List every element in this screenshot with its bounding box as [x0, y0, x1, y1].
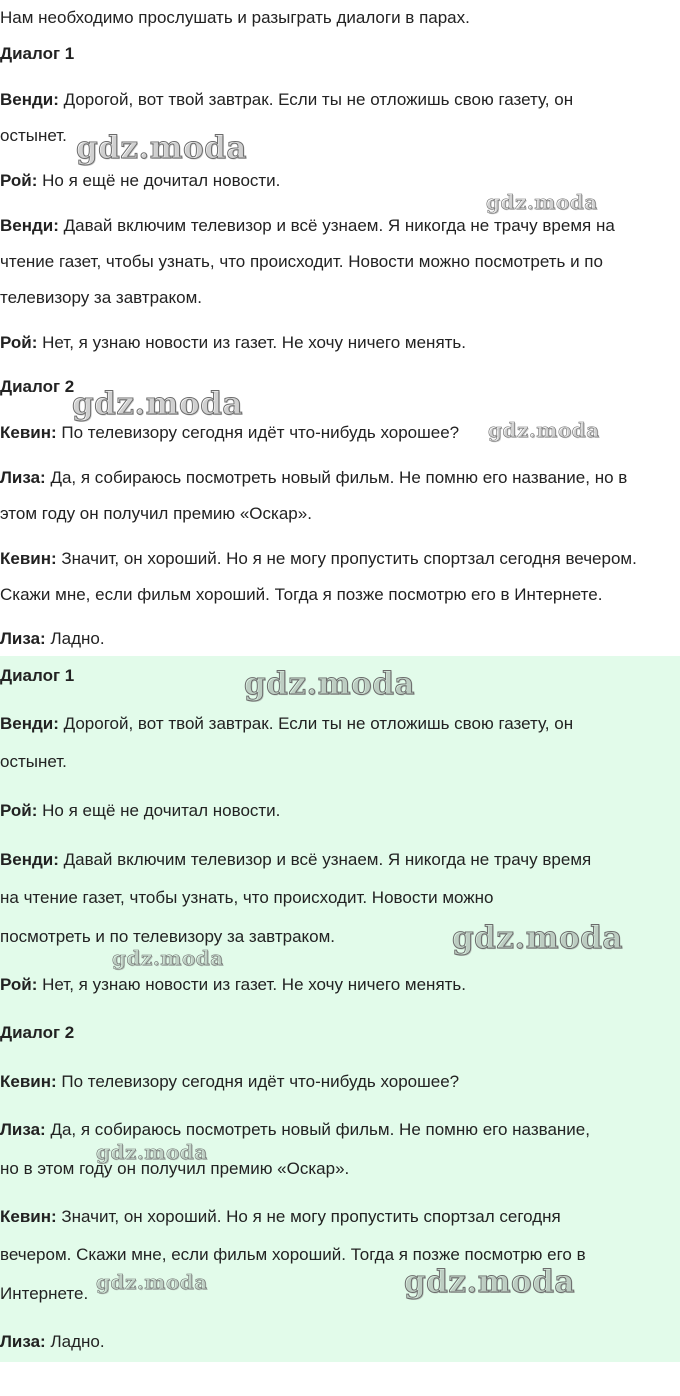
lisa-line-1: [0, 468, 627, 488]
line-text: По телевизору сегодня идёт что-нибудь хорошее?: [56, 1072, 460, 1091]
line-text: Ладно.: [45, 629, 105, 648]
speaker-name: Кевин:: [0, 1072, 57, 1091]
kevin-line-1: [0, 1072, 459, 1092]
wendy-line-1: [0, 714, 573, 734]
dialog-1-title: Диалог 1: [0, 666, 75, 685]
speaker-name: Лиза:: [0, 1120, 46, 1139]
speaker-name: Рой:: [0, 333, 38, 352]
line-text: Давай включим телевизор и всё узнаем. Я никогда не трачу время на: [58, 216, 615, 235]
dialogues-plain-section: [0, 0, 680, 656]
speaker-name: Венди:: [0, 850, 59, 869]
line-text: Но я ещё не дочитал новости.: [37, 801, 281, 820]
speaker-name: Кевин:: [0, 549, 57, 568]
roy-line-1: [0, 171, 280, 191]
roy-line-2: [0, 975, 466, 995]
line-text: Давай включим телевизор и всё узнаем. Я никогда не трачу время: [58, 850, 592, 869]
line-text: Дорогой, вот твой завтрак. Если ты не отложишь свою газету, он: [58, 714, 574, 733]
wendy-line-2-cont: телевизору за завтраком.: [0, 288, 202, 307]
wendy-line-1-cont: остынет.: [0, 752, 67, 771]
dialog-2-title: Диалог 2: [0, 1023, 75, 1042]
dialog-2-title: Диалог 2: [0, 377, 75, 396]
speaker-name: Рой:: [0, 171, 38, 190]
line-text: Ладно.: [45, 1332, 105, 1351]
speaker-name: Рой:: [0, 801, 38, 820]
line-text: Но я ещё не дочитал новости.: [37, 171, 281, 190]
lisa-line-1: [0, 1120, 590, 1140]
line-text: Да, я собираюсь посмотреть новый фильм. Не помню его название, но в: [45, 468, 628, 487]
speaker-name: Лиза:: [0, 1332, 46, 1351]
kevin-line-1: [0, 423, 459, 443]
wendy-line-2: [0, 850, 591, 870]
watermark-logo: gdz.moda: [112, 946, 224, 970]
line-text: Значит, он хороший. Но я не могу пропустить спортзал сегодня вечером.: [56, 549, 637, 568]
kevin-line-2: [0, 1207, 561, 1227]
speaker-name: Венди:: [0, 714, 59, 733]
speaker-name: Кевин:: [0, 1207, 57, 1226]
wendy-line-2-cont: чтение газет, чтобы узнать, что происходит. Новости можно посмотреть и по: [0, 252, 603, 271]
line-text: Нет, я узнаю новости из газет. Не хочу ничего менять.: [37, 975, 467, 994]
watermark-logo: gdz.moda: [72, 386, 243, 422]
dialog-1-title: Диалог 1: [0, 44, 75, 63]
watermark-logo: gdz.moda: [486, 190, 598, 214]
watermark-logo: gdz.moda: [452, 920, 623, 956]
speaker-name: Венди:: [0, 90, 59, 109]
line-text: Да, я собираюсь посмотреть новый фильм. Не помню его название,: [45, 1120, 590, 1139]
watermark-logo: gdz.moda: [96, 1270, 208, 1294]
kevin-line-2-cont: Интернете.: [0, 1284, 89, 1303]
watermark-logo: gdz.moda: [76, 130, 247, 166]
wendy-line-2-cont: на чтение газет, чтобы узнать, что происходит. Новости можно: [0, 888, 494, 907]
watermark-logo: gdz.moda: [96, 1140, 208, 1164]
line-text: Дорогой, вот твой завтрак. Если ты не отложишь свою газету, он: [58, 90, 574, 109]
line-text: По телевизору сегодня идёт что-нибудь хорошее?: [56, 423, 460, 442]
dialogues-green-section: [0, 656, 680, 1362]
wendy-line-1: [0, 90, 573, 110]
intro-text: Нам необходимо прослушать и разыграть диалоги в парах.: [0, 8, 470, 27]
lisa-line-1-cont: но в этом году он получил премию «Оскар».: [0, 1159, 350, 1178]
kevin-line-2-cont: Скажи мне, если фильм хороший. Тогда я позже посмотрю его в Интернете.: [0, 585, 603, 604]
roy-line-2: [0, 333, 466, 353]
watermark-logo: gdz.moda: [488, 418, 600, 442]
lisa-line-2: [0, 1332, 105, 1352]
watermark-logo: gdz.moda: [404, 1264, 575, 1300]
speaker-name: Лиза:: [0, 468, 46, 487]
wendy-line-1-cont: остынет.: [0, 126, 67, 145]
watermark-logo: gdz.moda: [244, 666, 415, 702]
speaker-name: Венди:: [0, 216, 59, 235]
kevin-line-2-cont: вечером. Скажи мне, если фильм хороший. Тогда я позже посмотрю его в: [0, 1245, 586, 1264]
wendy-line-2-cont: посмотреть и по телевизору за завтраком.: [0, 927, 336, 946]
lisa-line-2: [0, 629, 105, 649]
speaker-name: Рой:: [0, 975, 38, 994]
line-text: Значит, он хороший. Но я не могу пропустить спортзал сегодня: [56, 1207, 561, 1226]
line-text: Нет, я узнаю новости из газет. Не хочу ничего менять.: [37, 333, 467, 352]
speaker-name: Кевин:: [0, 423, 57, 442]
lisa-line-1-cont: этом году он получил премию «Оскар».: [0, 504, 312, 523]
speaker-name: Лиза:: [0, 629, 46, 648]
kevin-line-2: [0, 549, 637, 569]
roy-line-1: [0, 801, 280, 821]
wendy-line-2: [0, 216, 615, 236]
